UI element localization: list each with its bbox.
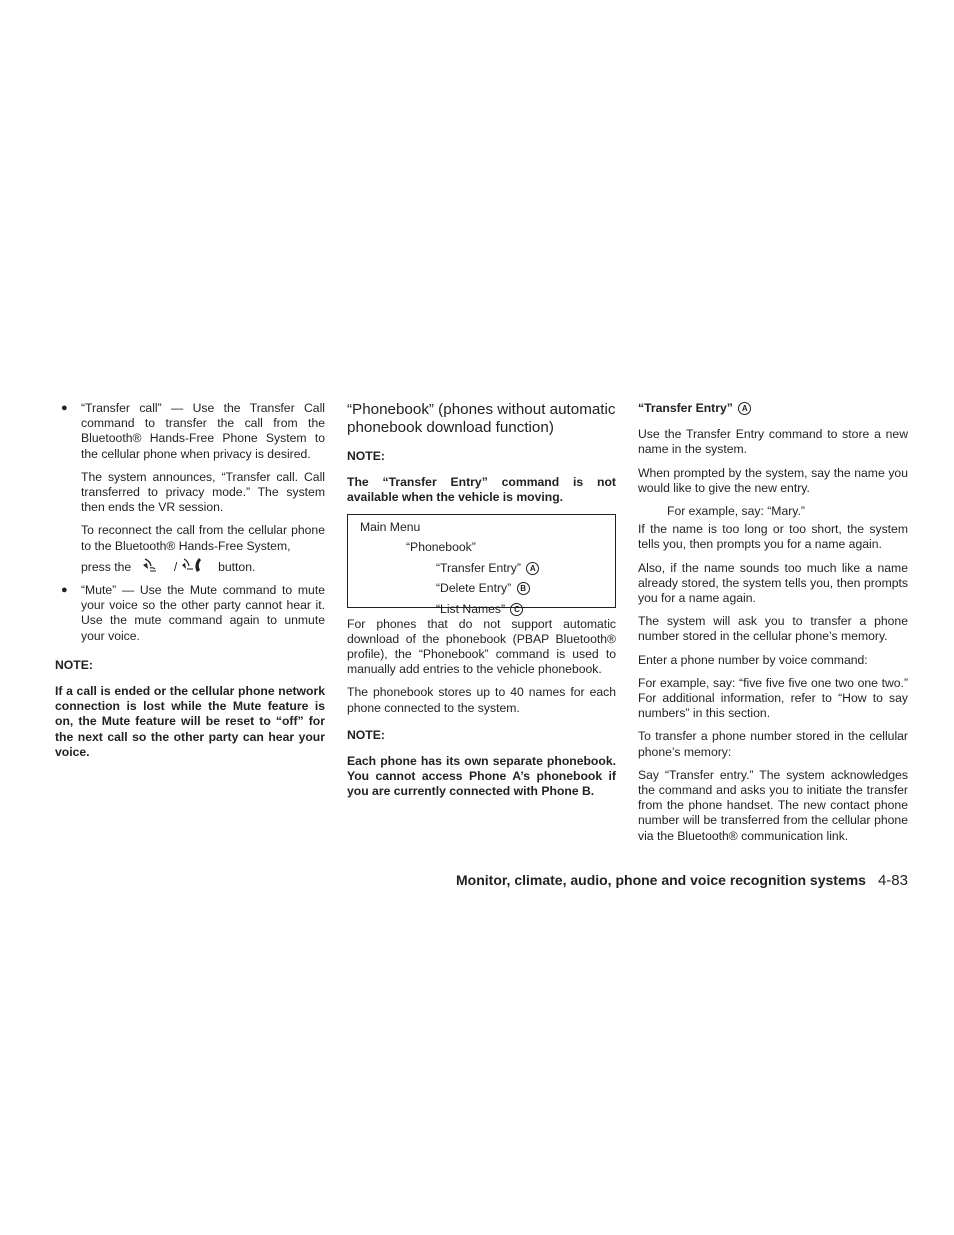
transfer-entry-p4: Also, if the name sounds too much like a name already stored, the system tells you, then prompts you for a name again. [638,560,908,606]
pbap-paragraph: For phones that do not support automatic download of the phonebook (PBAP Bluetooth® profile), the “Phonebook” command is used to manually add entries to the vehicle phonebook. [347,616,616,677]
transfer-entry-p5: The system will ask you to transfer a phone number stored in the cellular phone’s memory. [638,614,908,644]
transfer-entry-title [638,401,908,416]
reconnect-paragraph: To reconnect the call from the cellular phone to the Bluetooth® Hands-Free System, [81,523,325,553]
example-mary: For example, say: “Mary.” [667,504,805,519]
menu-item-label: “Delete Entry” [436,581,512,596]
menu-phonebook: “Phonebook” [406,540,476,555]
transfer-entry-p6: Enter a phone number by voice command: [638,652,868,667]
button-word: button. [218,559,256,574]
bullet-transfer-call-text: “Transfer call” — Use the Transfer Call command to transfer the call from the Bluetooth® Hands-Free Phone System to the cellular phone when privacy is desired. [81,401,325,461]
page-number: 4-83 [877,872,908,889]
transfer-entry-p1: Use the Transfer Entry command to store a new name in the system. [638,427,908,457]
transfer-entry-p2: When prompted by the system, say the name you would like to give the new entry. [638,465,908,495]
marker-a: A [526,562,539,575]
transfer-entry-p9: Say “Transfer entry.” The system acknowledges the command and asks you to initiate the transfer from the phone handset. The new contact phone number will be transferred from the cellular phone via the Bluetooth® communication link. [638,767,908,843]
bullet-dot: ● [61,402,68,414]
transfer-entry-p7: For example, say: “five five five one two one two.” For additional information, refer to “How to say numbers” in this section. [638,675,908,721]
menu-item-label: “Transfer Entry” [436,560,521,575]
note-label: NOTE: [347,449,385,463]
note-label: NOTE: [347,727,385,742]
footer-section-title: Monitor, climate, audio, phone and voice recognition systems [456,872,866,888]
separate-phonebook-note: Each phone has its own separate phonebook. You cannot access Phone A’s phonebook if you are currently connected with Phone B. [347,754,616,799]
press-the-text: press the [81,559,132,574]
transfer-entry-note: The “Transfer Entry” command is not available when the vehicle is moving. [347,475,616,505]
phonebook-menu-diagram [347,514,616,616]
note-label: NOTE: [55,657,93,672]
transfer-entry-p3: If the name is too long or too short, the system tells you, then prompts you for a name again. [638,522,908,552]
column-3 [638,401,908,852]
system-announces-paragraph: The system announces, “Transfer call. Call transferred to privacy mode.” The system then ends the VR session. [81,469,325,515]
marker-a: A [738,402,751,415]
voice-phone-icon [181,556,209,574]
bullet-dot: ● [61,584,68,597]
marker-b: B [517,582,530,595]
column-1 [55,401,325,768]
phonebook-capacity-paragraph: The phonebook stores up to 40 names for each phone connected to the system. [347,685,616,715]
bullet-mute [55,583,325,644]
transfer-entry-p8: To transfer a phone number stored in the cellular phone’s memory: [638,729,908,759]
mute-note-text: If a call is ended or the cellular phone network connection is lost while the Mute feature is on, the Mute feature will be reset to “off” for the next call so the other party can hear your voice. [55,684,325,759]
marker-c: C [510,603,523,616]
voice-talk-icon [141,556,159,574]
bullet-transfer-call [55,401,325,462]
transfer-entry-title-text: “Transfer Entry” [638,401,733,415]
page-footer [400,872,908,889]
press-button-line [55,556,325,575]
column-2 [347,401,616,808]
menu-item-label: “List Names” [436,601,506,616]
slash-text: / [173,559,178,574]
menu-item-delete-entry [360,580,615,601]
menu-main: Main Menu [360,519,421,534]
bullet-mute-text: “Mute” — Use the Mute command to mute your voice so the other party cannot hear it. Use the mute command again to unmute your voice. [81,583,325,643]
phonebook-heading: “Phonebook” (phones without automatic phonebook download function) [347,401,616,436]
menu-item-transfer-entry [360,560,615,581]
